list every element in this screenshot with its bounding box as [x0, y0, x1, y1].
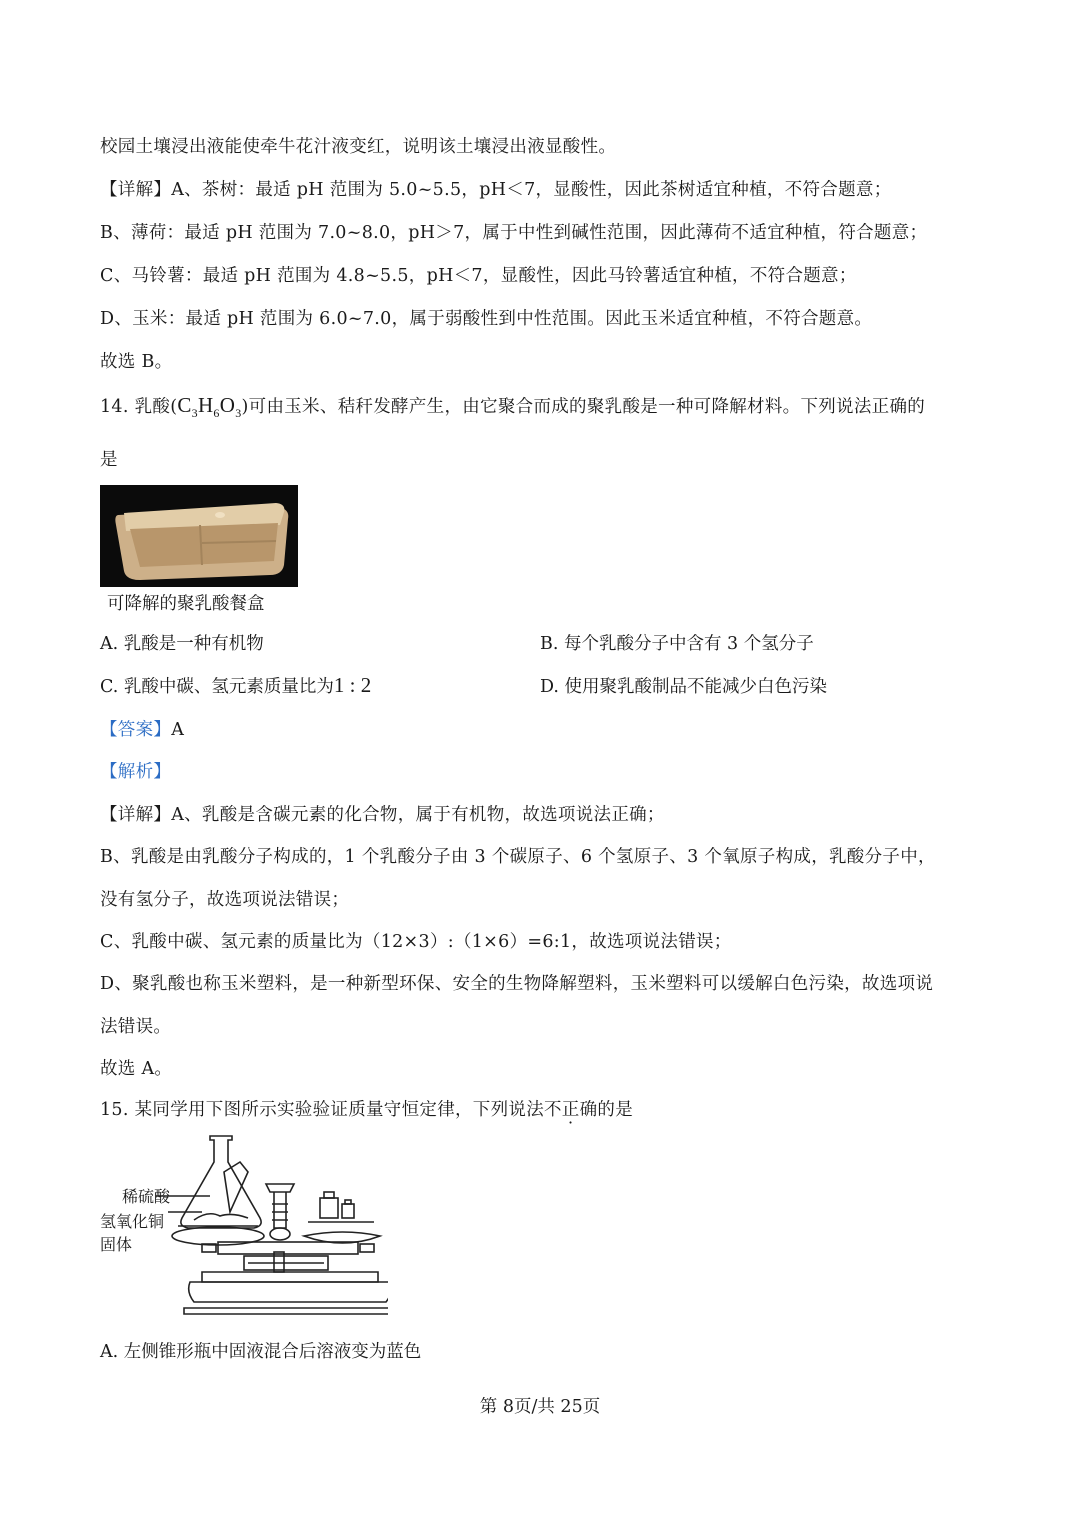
q14-prefix: 14. 乳酸(	[100, 397, 178, 417]
text-line: C、乳酸中碳、氢元素的质量比为（12×3）:（1×6）=6:1，故选项说法错误；	[100, 932, 732, 952]
text-line: D、玉米：最适 pH 范围为 6.0~7.0，属于弱酸性到中性范围。因此玉米适宜种植，不符合题意。	[100, 309, 873, 329]
option-a: A. 乳酸是一种有机物	[100, 634, 264, 654]
text-line: 故选 B。	[100, 352, 173, 372]
text-line: D、聚乳酸也称玉米塑料，是一种新型环保、安全的生物降解塑料，玉米塑料可以缓解白色污染，故选项说	[100, 974, 934, 994]
q15-option-a: A. 左侧锥形瓶中固液混合后溶液变为蓝色	[100, 1342, 422, 1362]
analysis-label: 【解析】	[100, 762, 172, 782]
food-container-photo	[100, 485, 298, 587]
lactic-acid-formula: $C_3H_6O_3$	[177, 393, 242, 421]
text-line: 【详解】A、茶树：最适 pH 范围为 5.0~5.5，pH＜7，显酸性，因此茶树适宜种植，不符合题意；	[100, 180, 892, 200]
text-line: 法错误。	[100, 1017, 172, 1037]
option-d: D. 使用聚乳酸制品不能减少白色污染	[540, 677, 828, 697]
question-14-stem	[100, 393, 925, 421]
option-b: B. 每个乳酸分子中含有 3 个氢分子	[540, 634, 814, 654]
text-line: B、薄荷：最适 pH 范围为 7.0~8.0，pH＞7，属于中性到碱性范围，因此薄荷不适宜种植，符合题意；	[100, 223, 928, 243]
label-dilute-sulfuric-acid: 稀硫酸	[122, 1187, 171, 1206]
emphasis-text: 不正确	[544, 1100, 598, 1120]
text-line: 【详解】A、乳酸是含碳元素的化合物，属于有机物，故选项说法正确；	[100, 805, 665, 825]
mass-ratio: 1 : 2	[333, 673, 372, 697]
page-footer: 第 8页/共 25页	[479, 1397, 601, 1417]
answer-label: 【答案】	[100, 720, 172, 740]
label-solid: 固体	[100, 1235, 133, 1254]
answer-value: A	[171, 720, 185, 740]
text-line: C、马铃薯：最适 pH 范围为 4.8~5.5，pH＜7，显酸性，因此马铃薯适宜种植，不符合题意；	[100, 266, 857, 286]
question-14-stem-cont: 是	[100, 450, 118, 470]
text-line: B、乳酸是由乳酸分子构成的，1 个乳酸分子由 3 个碳原子、6 个氢原子、3 个氧原子构成，乳酸分子中，	[100, 847, 936, 867]
option-c: C. 乳酸中碳、氢元素质量比为1 : 2	[100, 673, 372, 697]
question-15-stem: 15. 某同学用下图所示实验验证质量守恒定律，下列说法不正确的是	[100, 1100, 634, 1120]
photo-caption: 可降解的聚乳酸餐盒	[107, 594, 265, 614]
text-line: 没有氢分子，故选项说法错误；	[100, 890, 350, 910]
text-line: 校园土壤浸出液能使牵牛花汁液变红，说明该土壤浸出液显酸性。	[100, 137, 617, 157]
text-line: 故选 A。	[100, 1059, 173, 1079]
label-copper-hydroxide: 氢氧化铜	[100, 1212, 165, 1231]
q14-suffix: )可由玉米、秸秆发酵产生，由它聚合而成的聚乳酸是一种可降解材料。下列说法正确的	[241, 397, 926, 417]
answer-line	[100, 716, 184, 741]
